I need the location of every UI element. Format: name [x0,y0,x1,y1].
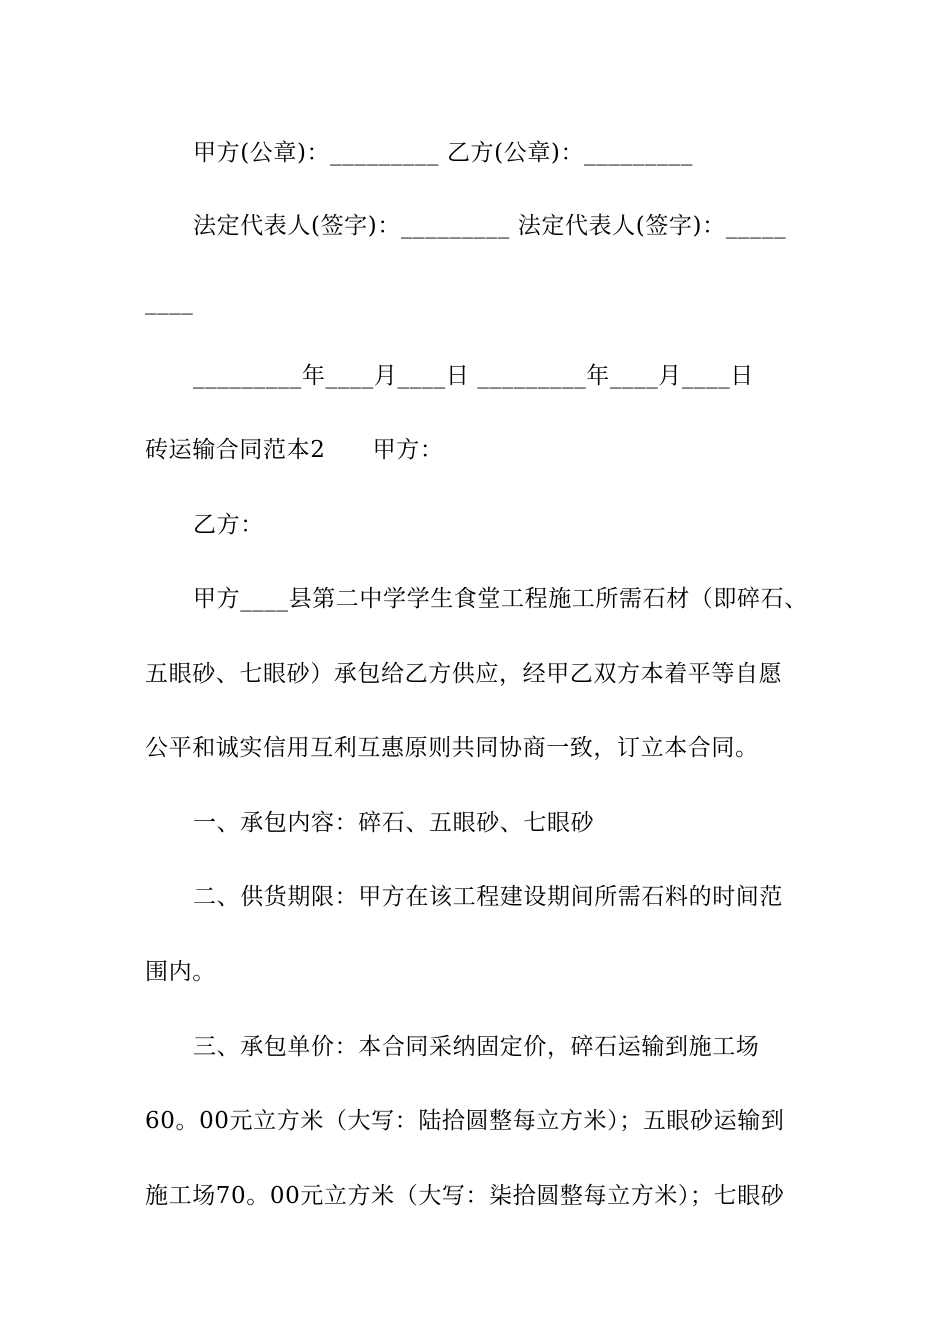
contract-title-line: 砖运输合同范本2 甲方： [145,437,444,463]
clause-3-line-2: 60。00元立方米（大写：陆拾圆整每立方米）；五眼砂运输到 [145,1108,785,1134]
paragraph-intro-line-1: 甲方____县第二中学学生食堂工程施工所需石材（即碎石、 [193,586,808,612]
clause-3-line-1: 三、承包单价：本合同采纳固定价，碎石运输到施工场 [193,1034,760,1060]
party-seal-line: 甲方(公章)：_________ 乙方(公章)：_________ [193,140,694,166]
clause-2-line-2: 围内。 [145,959,216,985]
clause-3-line-3: 施工场70。00元立方米（大写：柒拾圆整每立方米）；七眼砂 [145,1183,785,1209]
party-b-line: 乙方： [193,512,264,538]
clause-2-line-1: 二、供货期限：甲方在该工程建设期间所需石料的时间范 [193,884,783,910]
legal-representative-line-continued: ____ [145,289,194,315]
paragraph-intro-line-3: 公平和诚实信用互利互惠原则共同协商一致，订立本合同。 [145,735,759,761]
paragraph-intro-line-2: 五眼砂、七眼砂）承包给乙方供应，经甲乙双方本着平等自愿 [145,661,783,687]
clause-1-line: 一、承包内容：碎石、五眼砂、七眼砂 [193,810,595,836]
date-line: _________年____月____日 _________年____月____日 [193,363,754,389]
legal-representative-line: 法定代表人(签字)：_________ 法定代表人(签字)：_____ [193,213,787,239]
